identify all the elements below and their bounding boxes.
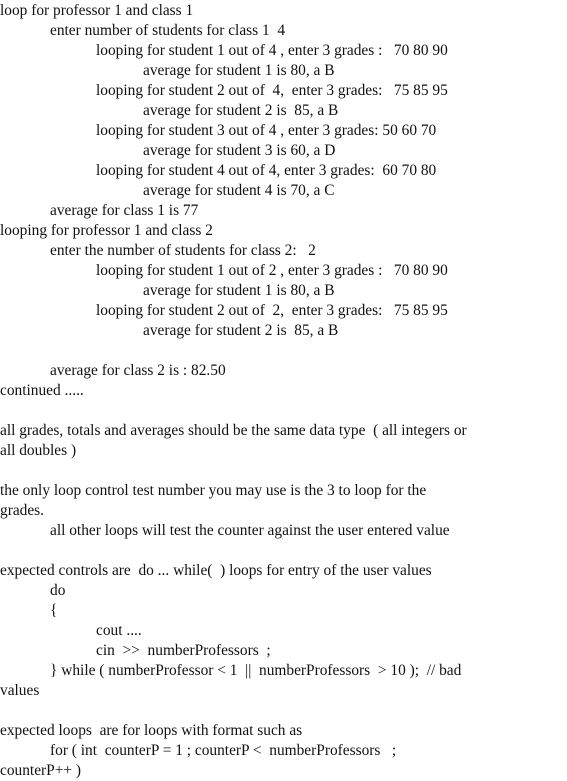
text-line: enter number of students for class 1 4 — [50, 22, 286, 39]
text-line: cout .... — [96, 622, 142, 639]
blank-line — [0, 541, 560, 561]
text-line: average for student 3 is 60, a D — [143, 142, 336, 159]
text-line: loop for professor 1 and class 1 — [0, 2, 194, 19]
text-line: expected loops are for loops with format such as — [0, 722, 303, 739]
text-line: } while ( numberProfessor < 1 || numberProfessors > 10 ); // bad — [50, 662, 462, 679]
text-line: expected controls are do ... while( ) loops for entry of the user values — [0, 562, 432, 579]
text-line: { — [50, 602, 58, 619]
text-line: looping for student 1 out of 2 , enter 3 grades : 70 80 90 — [96, 262, 448, 279]
text-line: counterP++ ) — [0, 762, 82, 779]
text-line: looping for student 3 out of 4 , enter 3 grades: 50 60 70 — [96, 122, 437, 139]
text-line: cin >> numberProfessors ; — [96, 642, 271, 659]
text-line: all grades, totals and averages should be the same data type ( all integers or — [0, 422, 467, 439]
blank-line — [0, 701, 560, 721]
text-line: all doubles ) — [0, 442, 77, 459]
text-line: average for student 1 is 80, a B — [143, 62, 335, 79]
text-line: looping for student 4 out of 4, enter 3 grades: 60 70 80 — [96, 162, 437, 179]
text-line: average for class 2 is : 82.50 — [50, 362, 226, 379]
text-line: do — [50, 582, 66, 599]
text-line: for ( int counterP = 1 ; counterP < numberProfessors ; — [50, 742, 397, 759]
text-line: average for student 4 is 70, a C — [143, 182, 335, 199]
text-line: looping for student 1 out of 4 , enter 3 grades : 70 80 90 — [96, 42, 448, 59]
text-line: looping for student 2 out of 4, enter 3 grades: 75 85 95 — [96, 82, 448, 99]
text-line: enter the number of students for class 2: 2 — [50, 242, 316, 259]
blank-line — [0, 461, 560, 481]
blank-line — [0, 401, 560, 421]
text-line: average for class 1 is 77 — [50, 202, 199, 219]
text-line: average for student 1 is 80, a B — [143, 282, 335, 299]
blank-line — [0, 341, 560, 361]
text-line: looping for professor 1 and class 2 — [0, 222, 213, 239]
text-line: all other loops will test the counter against the user entered value — [50, 522, 450, 539]
text-line: continued ..... — [0, 382, 84, 399]
text-line: the only loop control test number you may use is the 3 to loop for the — [0, 482, 427, 499]
text-line: average for student 2 is 85, a B — [143, 102, 339, 119]
text-line: looping for student 2 out of 2, enter 3 grades: 75 85 95 — [96, 302, 448, 319]
text-line: values — [0, 682, 40, 699]
text-line: grades. — [0, 502, 45, 519]
text-line: average for student 2 is 85, a B — [143, 322, 339, 339]
